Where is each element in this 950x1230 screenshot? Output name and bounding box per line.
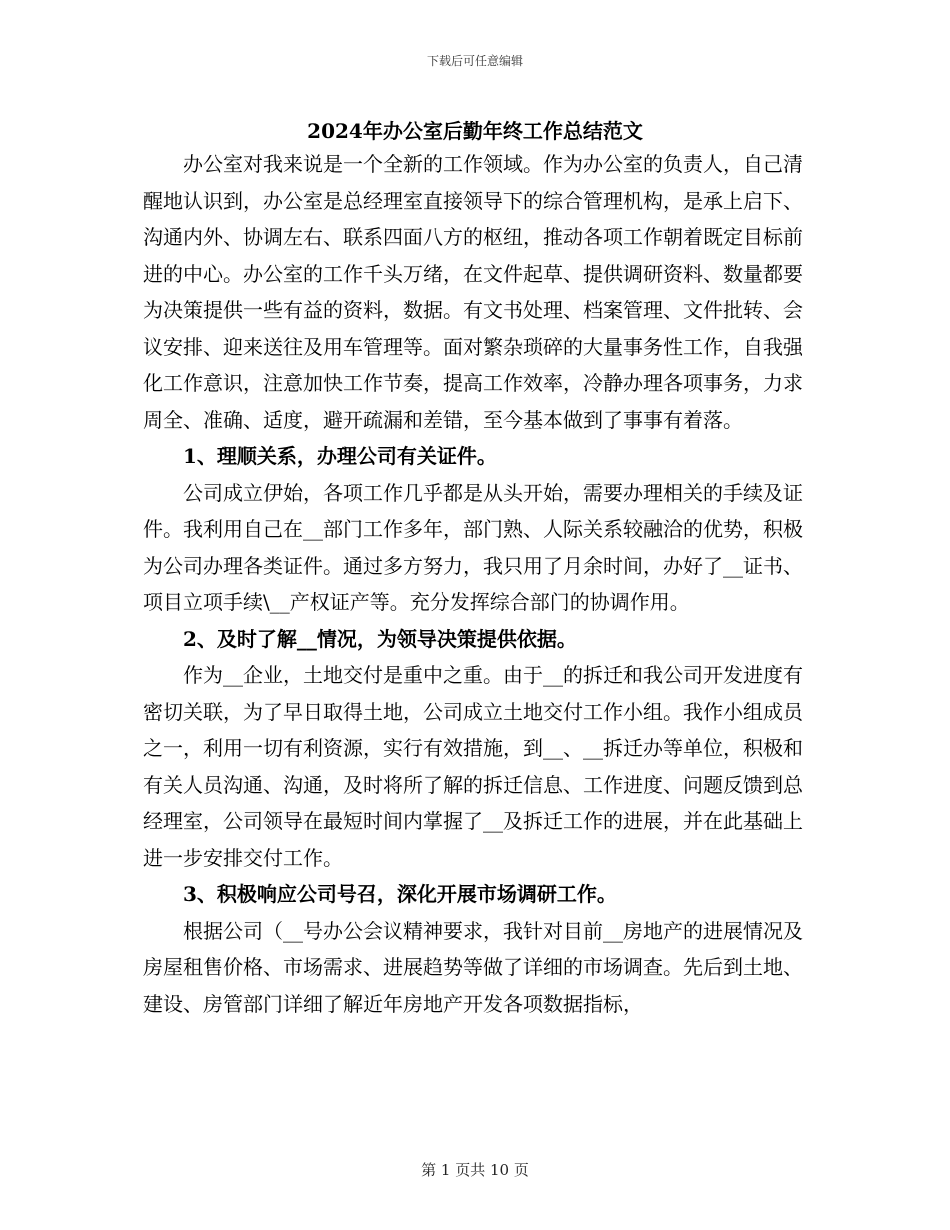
page-footer: 第 1 页共 10 页 [421, 1161, 529, 1179]
section-heading-3: 3、积极响应公司号召，深化开展市场调研工作。 [183, 882, 617, 906]
section-body-2: 作为__企业，土地交付是重中之重。由于__的拆迁和我公司开发进度有密切关联，为了早日取得土地，公司成立土地交付工作小组。我作小组成员之一，利用一切有利资源，实行有效措施，到__、__拆迁办等单位，积极和有关人员沟通、沟通，及时将所了解的拆迁信息、工作进度、问题反馈到总经理室，公司领导在最短时间内掌握了__及拆迁工作的进展，并在此基础上进一步安排交付工作。 [143, 663, 803, 870]
section-body-3: 根据公司（__号办公会议精神要求，我针对目前__房地产的进展情况及房屋租售价格、市场需求、进展趋势等做了详细的市场调查。先后到土地、建设、房管部门详细了解近年房地产开发各项数据指标， [143, 918, 803, 1016]
page-header: 下载后可任意编辑 [426, 54, 523, 68]
document-title: 2024年办公室后勤年终工作总结范文 [307, 119, 643, 143]
document-body [143, 146, 803, 1022]
section-body-1: 公司成立伊始，各项工作几乎都是从头开始，需要办理相关的手续及证件。我利用自己在__部门工作多年，部门熟、人际关系较融洽的优势，积极为公司办理各类证件。通过多方努力，我只用了月余时间，办好了__证书、项目立项手续\__产权证产等。充分发挥综合部门的协调作用。 [143, 480, 803, 614]
section-heading-1: 1、理顺关系，办理公司有关证件。 [183, 444, 497, 468]
section-heading-2: 2、及时了解__情况，为领导决策提供依据。 [183, 626, 577, 651]
intro-paragraph: 办公室对我来说是一个全新的工作领域。作为办公室的负责人，自己清醒地认识到，办公室是总经理室直接领导下的综合管理机构，是承上启下、沟通内外、协调左右、联系四面八方的枢纽，推动各项工作朝着既定目标前进的中心。办公室的工作千头万绪，在文件起草、提供调研资料、数量都要为决策提供一些有益的资料，数据。有文书处理、档案管理、文件批转、会议安排、迎来送往及用车管理等。面对繁杂琐碎的大量事务性工作，自我强化工作意识，注意加快工作节奏，提高工作效率，冷静办理各项事务，力求周全、准确、适度，避开疏漏和差错，至今基本做到了事事有着落。 [143, 152, 803, 432]
